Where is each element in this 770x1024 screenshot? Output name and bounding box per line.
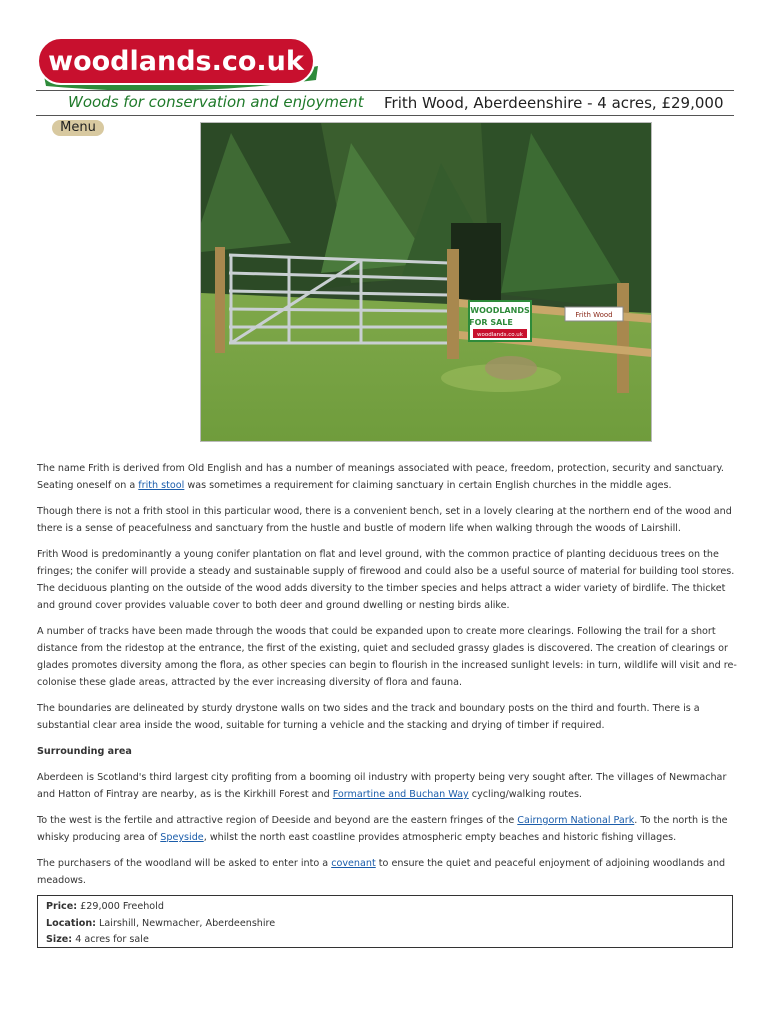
- svg-text:FOR SALE: FOR SALE: [469, 318, 513, 327]
- price-row: Price: £29,000 Freehold: [46, 901, 164, 912]
- svg-text:Frith Wood: Frith Wood: [575, 311, 613, 319]
- speyside-link[interactable]: Speyside: [160, 832, 204, 843]
- cairngorm-link[interactable]: Cairngorm National Park: [517, 815, 635, 826]
- formartine-buchan-way-link[interactable]: Formartine and Buchan Way: [332, 789, 469, 800]
- fence-post: [617, 283, 629, 393]
- gate-post-right: [447, 249, 459, 359]
- paragraph-bench: Though there is not a frith stool in this particular wood, there is a convenient bench, set in a lovely clearing at the northern end of the wood and there is a sense of peacefulness and sanctuary from the hustle and bustle of modern life when walking through the woods of Lairshill.: [37, 506, 732, 534]
- header-rule-top: [36, 90, 734, 91]
- paragraph-deeside: To the west is the fertile and attractive region of Deeside and beyond are the eastern fringes of the Cairngorm National Park. To the north is the whisky producing area of Speyside, whilst the north east coastline provides atmospheric empty beaches and historic fishing villages.: [37, 815, 728, 843]
- frith-stool-link[interactable]: frith stool: [138, 480, 185, 491]
- paragraph-covenant: The purchasers of the woodland will be asked to enter into a covenant to ensure the quiet and peaceful enjoyment of adjoining woodlands and meadows.: [37, 858, 726, 886]
- wood-photo: [200, 122, 652, 442]
- listing-summary-box: [37, 895, 733, 948]
- site-tagline: Woods for conservation and enjoyment: [68, 93, 364, 111]
- heading-surrounding-area: Surrounding area: [37, 746, 132, 757]
- paragraph-frith-name: The name Frith is derived from Old English and has a number of meanings associated with peace, freedom, protection, security and sanctuary. Seating oneself on a frith stool was sometimes a requirement for claiming sanctuary in certain English churches in the middle ages.: [37, 463, 724, 491]
- location-row: Location: Lairshill, Newmacher, Aberdeenshire: [46, 917, 276, 929]
- page-title: Frith Wood, Aberdeenshire - 4 acres, £29,000: [384, 94, 724, 112]
- site-logo[interactable]: [36, 36, 320, 93]
- covenant-link[interactable]: covenant: [331, 858, 376, 869]
- paragraph-boundaries: The boundaries are delineated by sturdy drystone walls on two sides and the track and boundary posts on the third and fourth. There is a substantial clear area inside the wood, suitable for turning a vehicle and the stacking and drying of timber if required.: [37, 703, 700, 731]
- menu-button[interactable]: Menu: [52, 120, 104, 136]
- paragraph-tracks: A number of tracks have been made through the woods that could be expanded upon to create more clearings. Following the trail for a short distance from the ridestop at the entrance, the first of the existing, quiet and secluded grassy glades is discovered. The creation of clearings or glades promotes diversity among the flora, as other species can begin to flourish in the increased sunlight levels: in turn, wildlife will visit and re-colonise these glade areas, attracted by the ever increasing diversity of flora and fauna.: [37, 626, 737, 688]
- frith-wood-board: [565, 307, 623, 321]
- logo-text: woodlands.co.uk: [48, 46, 304, 77]
- svg-text:WOODLANDS: WOODLANDS: [470, 306, 530, 315]
- gate-post-left: [215, 247, 225, 353]
- for-sale-sign: [469, 301, 531, 341]
- paragraph-plantation: Frith Wood is predominantly a young conifer plantation on flat and level ground, with the common practice of planting deciduous trees on the fringes; the conifer will provide a steady and sustainable supply of firewood and could also be a useful source of material for building tool stores. The deciduous planting on the outside of the wood adds diversity to the timber species and helps attract a wider variety of birdlife. The thicket and ground cover provides valuable cover to both deer and ground dwelling or nesting birds alike.: [37, 549, 735, 611]
- header-rule-bottom: [36, 115, 734, 116]
- svg-text:woodlands.co.uk: woodlands.co.uk: [477, 332, 523, 338]
- wood-photo-illustration: [201, 123, 652, 442]
- paragraph-aberdeen: Aberdeen is Scotland's third largest city profiting from a booming oil industry with property being very sought after. The villages of Newmachar and Hatton of Fintray are nearby, as is the Kirkhill Forest and Formartine and Buchan Way cycling/walking routes.: [37, 772, 727, 800]
- size-row: Size: 4 acres for sale: [46, 934, 149, 945]
- listing-description: [37, 460, 737, 898]
